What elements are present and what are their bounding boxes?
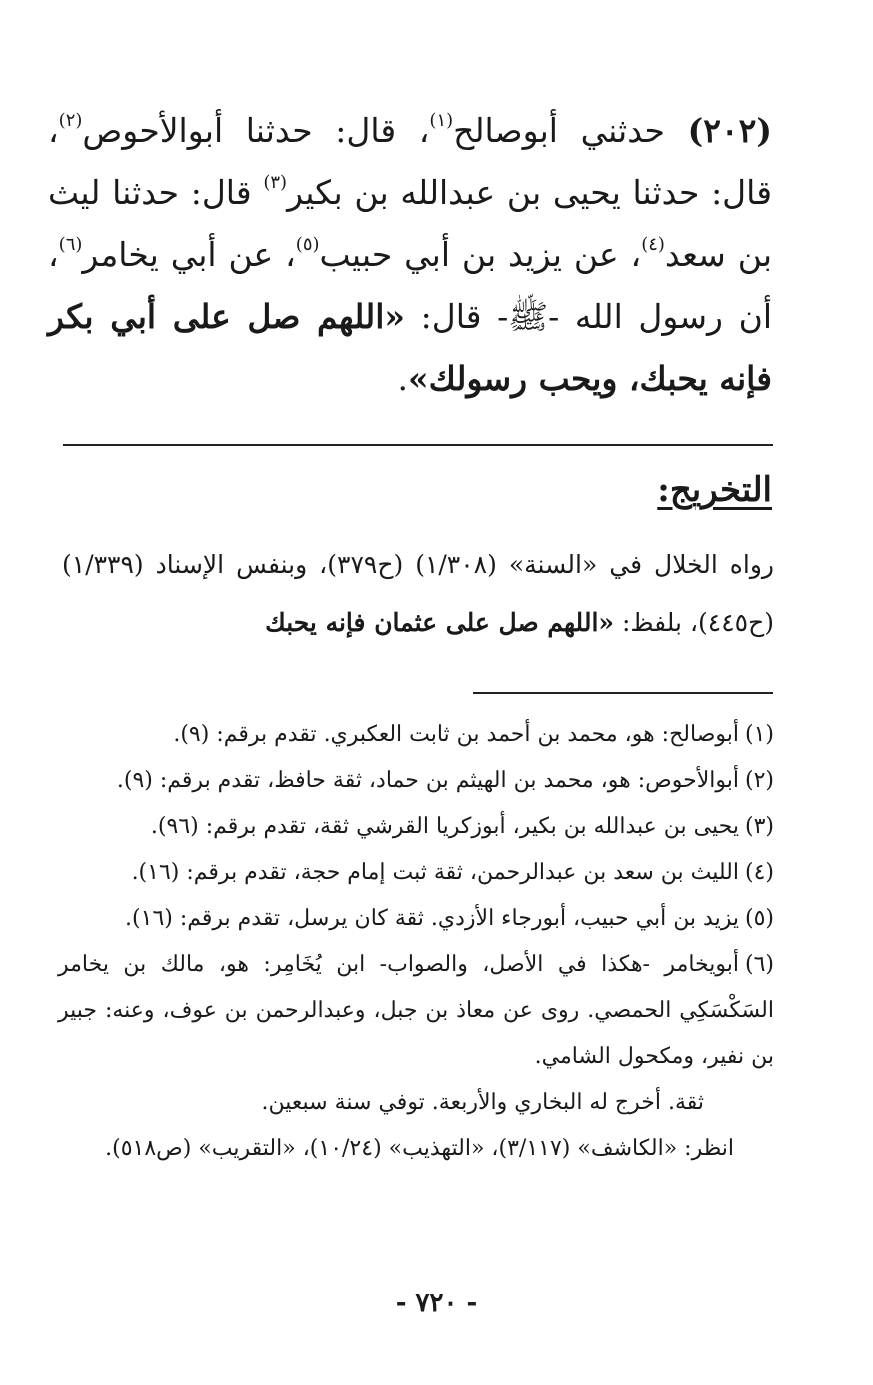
hadith-part-2: ، قال: حدثنا أبوالأحوص bbox=[82, 111, 430, 150]
footnote-number: (٢) bbox=[744, 768, 774, 793]
footnote-1 bbox=[58, 712, 774, 758]
footnote-number: (١) bbox=[744, 722, 774, 747]
hadith-end: . bbox=[397, 359, 408, 398]
takhrij-quote: «اللهم صل على عثمان فإنه يحبك bbox=[265, 608, 615, 637]
footnote-6 bbox=[58, 942, 774, 1080]
footnote-ref-6: (٦) bbox=[58, 233, 83, 255]
footnote-number: (٦) bbox=[744, 952, 774, 977]
footnote-4 bbox=[58, 850, 774, 896]
footnote-6-grade: ثقة. أخرج له البخاري والأربعة. توفي سنة سبعين. bbox=[261, 1090, 704, 1115]
footnote-divider bbox=[473, 692, 773, 694]
footnote-ref-2: (٢) bbox=[58, 109, 83, 131]
footnote-number: (٥) bbox=[744, 906, 774, 931]
footnote-text: أبوالأحوص: هو، محمد بن الهيثم بن حماد، ثقة حافظ، تقدم برقم: (٩). bbox=[116, 768, 739, 793]
page-number: - ٧٢٠ - bbox=[395, 1288, 478, 1318]
footnote-text: يحيى بن عبدالله بن بكير، أبوزكريا القرشي ثقة، تقدم برقم: (٩٦). bbox=[150, 814, 739, 839]
footnote-ref-5: (٥) bbox=[295, 233, 320, 255]
hadith-part-7: ، أن رسول الله -ﷺ- قال: bbox=[48, 235, 773, 336]
takhrij-text bbox=[62, 536, 774, 652]
footnote-text: أبوصالح: هو، محمد بن أحمد بن ثابت العكبري. تقدم برقم: (٩). bbox=[173, 722, 739, 747]
footnote-number: (٤) bbox=[744, 860, 774, 885]
footnote-text: يزيد بن أبي حبيب، أبورجاء الأزدي. ثقة كان يرسل، تقدم برقم: (١٦). bbox=[125, 906, 739, 931]
footnote-2 bbox=[58, 758, 774, 804]
hadith-part-5: ، عن يزيد بن أبي حبيب bbox=[319, 235, 642, 274]
footnote-ref-4: (٤) bbox=[641, 233, 665, 255]
footnote-text: الليث بن سعد بن عبدالرحمن، ثقة ثبت إمام حجة، تقدم برقم: (١٦). bbox=[131, 860, 739, 885]
takhrij-heading: التخريج: bbox=[657, 470, 772, 510]
hadith-part-4: قال: حدثنا ليث بن سعد bbox=[48, 173, 773, 274]
footnote-6-references: انظر: «الكاشف» (٣/١١٧)، «التهذيب» (١٠/٢٤)، «التقريب» (ص٥١٨). bbox=[105, 1136, 734, 1161]
takhrij-sentence: رواه الخلال في «السنة» (١/٣٠٨) (ح٣٧٩)، وبنفس الإسناد (١/٣٣٩) (ح٤٤٥)، بلفظ: bbox=[62, 550, 774, 637]
hadith-number: (٢٠٢) bbox=[687, 111, 772, 150]
footnotes bbox=[58, 712, 774, 1172]
hadith-part-6: ، عن أبي يخامر bbox=[82, 235, 296, 274]
footnote-5 bbox=[58, 896, 774, 942]
footnote-ref-3: (٣) bbox=[263, 171, 288, 193]
footnote-ref-1: (١) bbox=[429, 109, 454, 131]
section-divider bbox=[63, 444, 773, 446]
footnote-text: أبويخامر -هكذا في الأصل، والصواب- ابن يُخَامِر: هو، مالك بن يخامر السَكْسَكِي الحمصي. روى عن معاذ بن جبل، وعبدالرحمن بن عوف، وعنه: جبير بن نفير، ومكحول الشامي. bbox=[58, 952, 774, 1069]
footnote-number: (٣) bbox=[744, 814, 774, 839]
footnote-3 bbox=[58, 804, 774, 850]
hadith-text bbox=[48, 100, 772, 410]
hadith-part-3: ، قال: حدثنا يحيى بن عبدالله بن بكير bbox=[48, 111, 772, 212]
hadith-part-1: حدثني أبوصالح bbox=[453, 111, 665, 150]
hadith-quote: «اللهم صل على أبي بكر فإنه يحبك، ويحب رسولك» bbox=[48, 297, 772, 398]
